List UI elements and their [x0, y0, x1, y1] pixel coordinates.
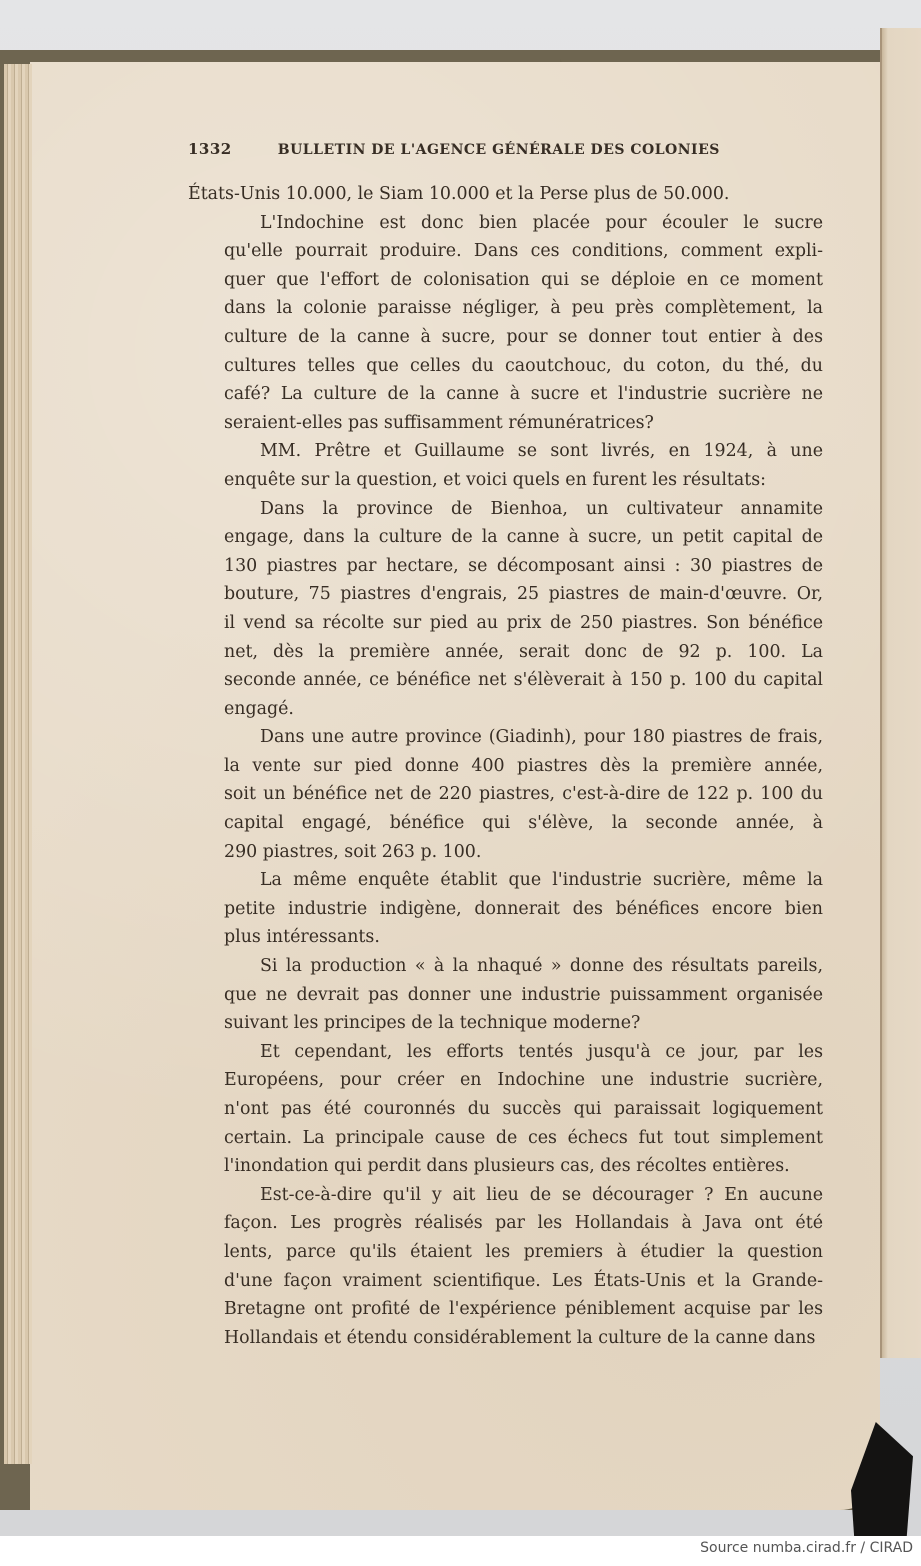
text-line: certain. La principale cause de ces échecs fut tout simplement [224, 1127, 823, 1148]
text-line: L'Indochine est donc bien placée pour écouler le sucre [260, 212, 823, 233]
text-line: façon. Les progrès réalisés par les Hollandais à Java ont été [224, 1213, 823, 1234]
paragraph [188, 866, 823, 952]
paragraph [188, 723, 823, 866]
text-line: culture de la canne à sucre, pour se donner tout entier à des [224, 326, 823, 347]
paragraph [188, 209, 823, 438]
paragraph [188, 437, 823, 494]
paragraph [188, 180, 823, 209]
text-line: Européens, pour créer en Indochine une industrie sucrière, [224, 1070, 823, 1091]
page-text [188, 140, 823, 1352]
text-line: que ne devrait pas donner une industrie puissamment organisée [224, 984, 823, 1005]
text-line: il vend sa récolte sur pied au prix de 250 piastres. Son bénéfice [224, 612, 823, 633]
text-line: 130 piastres par hectare, se décomposant ainsi : 30 piastres de [224, 555, 823, 576]
text-line: Est-ce-à-dire qu'il y ait lieu de se décourager ? En aucune [260, 1184, 823, 1205]
body-text [188, 180, 823, 1352]
text-line: dans la colonie paraisse négliger, à peu près complètement, la [224, 298, 823, 319]
paragraph [188, 495, 823, 724]
text-line: Dans une autre province (Giadinh), pour 180 piastres de frais, [260, 727, 823, 748]
text-line: quer que l'effort de colonisation qui se déploie en ce moment [224, 269, 823, 290]
text-line: enquête sur la question, et voici quels en furent les résultats: [224, 469, 767, 490]
text-line: seraient-elles pas suffisamment rémunératrices? [224, 412, 654, 433]
text-line: Hollandais et étendu considérablement la culture de la canne dans [224, 1327, 816, 1348]
text-line: Et cependant, les efforts tentés jusqu'à ce jour, par les [260, 1041, 823, 1062]
text-line: capital engagé, bénéfice qui s'élève, la seconde année, à [224, 813, 823, 834]
source-credit: Source numba.cirad.fr / CIRAD [700, 1540, 913, 1556]
text-line: net, dès la première année, serait donc de 92 p. 100. La [224, 641, 823, 662]
facing-page-edge [880, 28, 921, 1358]
paragraph [188, 1181, 823, 1353]
page-stack-edge [4, 64, 32, 1464]
text-line: Si la production « à la nhaqué » donne des résultats pareils, [260, 956, 823, 977]
text-line: Bretagne ont profité de l'expérience péniblement acquise par les [224, 1299, 823, 1320]
running-head [188, 140, 823, 158]
text-line: n'ont pas été couronnés du succès qui paraissait logiquement [224, 1099, 823, 1119]
text-line: cultures telles que celles du caoutchouc, du coton, du thé, du [224, 355, 823, 376]
text-line: MM. Prêtre et Guillaume se sont livrés, en 1924, à une [260, 441, 823, 462]
publication-title: BULLETIN DE L'AGENCE GÉNÉRALE DES COLONIES [277, 142, 720, 158]
text-line: l'inondation qui perdit dans plusieurs cas, des récoltes entières. [224, 1156, 790, 1177]
text-line: café? La culture de la canne à sucre et l'industrie sucrière ne [224, 384, 823, 405]
text-line: bouture, 75 piastres d'engrais, 25 piastres de main-d'œuvre. Or, [224, 584, 823, 605]
text-line: soit un bénéfice net de 220 piastres, c'est-à-dire de 122 p. 100 du [224, 784, 823, 805]
text-line: engage, dans la culture de la canne à sucre, un petit capital de [224, 527, 823, 548]
text-line: Dans la province de Bienhoa, un cultivateur annamite [260, 498, 823, 519]
text-line: 290 piastres, soit 263 p. 100. [224, 841, 482, 862]
text-line: La même enquête établit que l'industrie sucrière, même la [260, 870, 823, 891]
paragraph [188, 1038, 823, 1181]
text-line: seconde année, ce bénéfice net s'élèverait à 150 p. 100 du capital [224, 670, 823, 691]
text-line: qu'elle pourrait produire. Dans ces conditions, comment expli- [224, 241, 823, 262]
text-line: la vente sur pied donne 400 piastres dès la première année, [224, 755, 823, 776]
paragraph [188, 952, 823, 1038]
page-number: 1332 [188, 140, 232, 158]
text-line: suivant les principes de la technique moderne? [224, 1013, 641, 1034]
text-line: petite industrie indigène, donnerait des bénéfices encore bien [224, 898, 823, 919]
text-line: plus intéressants. [224, 927, 380, 948]
text-line: lents, parce qu'ils étaient les premiers à étudier la question [224, 1241, 823, 1262]
text-line: États-Unis 10.000, le Siam 10.000 et la Perse plus de 50.000. [188, 184, 730, 204]
text-line: d'une façon vraiment scientifique. Les États-Unis et la Grande- [224, 1270, 823, 1291]
text-line: engagé. [224, 698, 294, 719]
